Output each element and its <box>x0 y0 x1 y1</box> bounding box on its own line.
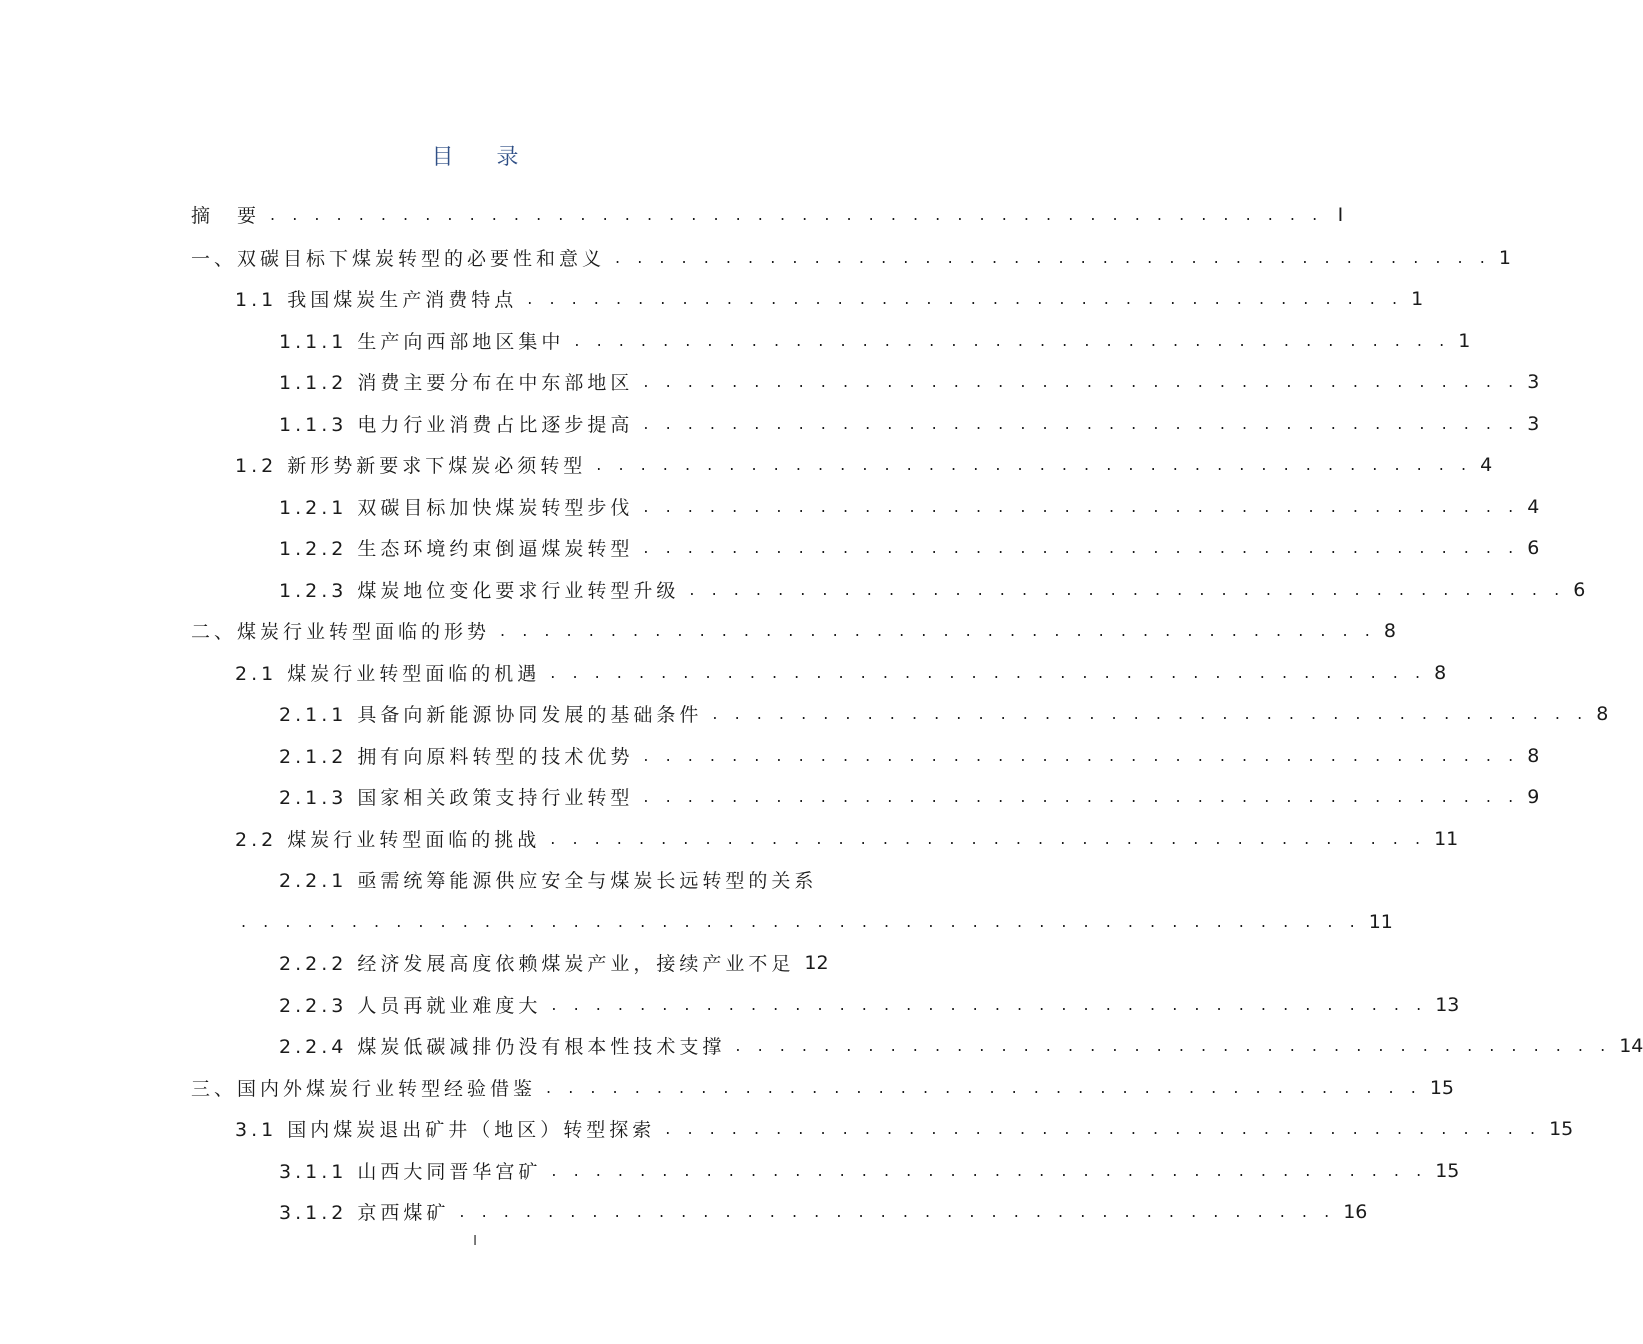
toc-leader-dots: . . . . . . . . . . . . . . . . . . . . . . . . . . . . . . . . . . . . . . . . <box>735 1036 1612 1055</box>
toc-entry-label: 二、煤炭行业转型面临的形势 <box>191 621 491 643</box>
toc-entry-page: 16 <box>1343 1200 1368 1223</box>
toc-leader-dots: . . . . . . . . . . . . . . . . . . . . . . . . . . . . . . . . . . . . . . . . <box>643 414 1520 433</box>
toc-entry[interactable] <box>235 818 1459 859</box>
toc-entry-page: 4 <box>1527 495 1540 518</box>
toc-entry-label: 2.2.2 经济发展高度依赖煤炭产业，接续产业不足 <box>279 953 795 975</box>
toc-leader-dots: . . . . . . . . . . . . . . . . . . . . . . . . . . . . . . . . . . . . . . . . <box>551 1161 1428 1180</box>
toc-entry-page: 13 <box>1435 993 1460 1016</box>
toc-entry[interactable] <box>235 444 1493 485</box>
toc-entry-page: 4 <box>1480 453 1493 476</box>
toc-entry-page: 1 <box>1411 287 1424 310</box>
toc-entry[interactable] <box>235 1108 1574 1149</box>
toc-leader-dots: . . . . . . . . . . . . . . . . . . . . . . . . . . . . . . . . . . . . . . . . <box>665 1119 1542 1138</box>
toc-leader-dots: . . . . . . . . . . . . . . . . . . . . . . . . . . . . . . . . . . . . . . . . <box>712 704 1589 723</box>
toc-entry-label: 一、双碳目标下煤炭转型的必要性和意义 <box>191 248 606 270</box>
toc-entry-page: 6 <box>1573 578 1586 601</box>
toc-leader-dots: . . . . . . . . . . . . . . . . . . . . . . . . . . . . . . . . . . . . . . . . <box>550 663 1427 682</box>
toc-entry[interactable] <box>191 237 1511 278</box>
toc-entry-page: 14 <box>1619 1034 1643 1057</box>
toc-leader-dots: . . . . . . . . . . . . . . . . . . . . . . . . . . . . . . . . . . . . . . . . <box>615 248 1491 267</box>
toc-entry[interactable] <box>279 942 829 983</box>
toc-entry-label: 1.2.1 双碳目标加快煤炭转型步伐 <box>279 497 634 519</box>
toc-entry-page: 15 <box>1549 1117 1574 1140</box>
toc-entry[interactable] <box>279 569 1586 610</box>
toc-entry-label: 1.2.3 煤炭地位变化要求行业转型升级 <box>279 580 680 602</box>
toc-entry-page: 8 <box>1527 744 1540 767</box>
toc-leader-dots: . . . . . . . . . . . . . . . . . . . . . . . . . . . . . . . . . . . . . . . . <box>546 1078 1422 1097</box>
toc-entry-page: 3 <box>1527 412 1540 435</box>
toc-leader-dots: . . . . . . . . . . . . . . . . . . . . . . . . . . . . . . . . . . . . . . . . <box>596 455 1473 474</box>
toc-entry[interactable] <box>279 1025 1643 1066</box>
toc-entry-label: 1.1 我国煤炭生产消费特点 <box>235 289 518 311</box>
toc-entry-page: 15 <box>1429 1076 1454 1099</box>
toc-leader-dots: . . . . . . . . . . . . . . . . . . . . . . . . . . . . . . . . . . . . . . . . <box>527 289 1404 308</box>
toc-entry[interactable] <box>279 320 1471 361</box>
toc-entry[interactable] <box>235 278 1424 319</box>
toc-entry-label: 2.1.2 拥有向原料转型的技术优势 <box>279 746 634 768</box>
toc-entry[interactable] <box>279 403 1540 444</box>
toc-leader-dots: . . . . . . . . . . . . . . . . . . . . . . . . . . . . . . . . . . . . . . . . <box>643 787 1520 806</box>
toc-entry[interactable] <box>279 361 1540 402</box>
toc-entry-label: 1.1.2 消费主要分布在中东部地区 <box>279 372 634 394</box>
toc-entry-label: 2.2.4 煤炭低碳减排仍没有根本性技术支撑 <box>279 1036 726 1058</box>
toc-entry-page: 3 <box>1527 370 1540 393</box>
toc-entry[interactable] <box>191 1067 1454 1108</box>
toc-entry-label: 3.1.2 京西煤矿 <box>279 1202 450 1224</box>
toc-entry-page: 11 <box>1434 827 1459 850</box>
toc-entry[interactable] <box>279 1150 1460 1191</box>
toc-leader-dots: . . . . . . . . . . . . . . . . . . . . . . . . . . . . . . . . . . . . . . . . <box>459 1202 1336 1221</box>
toc-entry-page: 9 <box>1527 785 1540 808</box>
toc-entry-page: 8 <box>1596 702 1609 725</box>
toc-entry[interactable] <box>279 1191 1368 1232</box>
toc-leader-dots: . . . . . . . . . . . . . . . . . . . . . . . . . . . . . . . . . . . . . . . . <box>689 580 1566 599</box>
toc-entry-page: 8 <box>1434 661 1447 684</box>
toc-entry[interactable] <box>235 652 1447 693</box>
toc-leader-dots: . . . . . . . . . . . . . . . . . . . . . . . . . . . . . . . . . . . . . . . . <box>500 621 1376 640</box>
toc-entry-page: 15 <box>1435 1159 1460 1182</box>
toc-entry-page: 1 <box>1458 329 1471 352</box>
toc-entry-label: 2.1 煤炭行业转型面临的机遇 <box>235 663 541 685</box>
toc-entry-page: 6 <box>1527 536 1540 559</box>
toc-leader-dots: . . . . . . . . . . . . . . . . . . . . . . . . . . . . . . . . . . . . . . . . <box>643 538 1520 557</box>
toc-entry-page: I <box>1337 203 1344 226</box>
toc-leader-dots: . . . . . . . . . . . . . . . . . . . . . . . . . . . . . . . . . . . . . . . . <box>574 331 1451 350</box>
toc-entry-label: 2.2 煤炭行业转型面临的挑战 <box>235 829 541 851</box>
toc-entry[interactable] <box>279 984 1460 1025</box>
toc-leader-dots: . . . . . . . . . . . . . . . . . . . . . . . . . . . . . . . . . . . . . . . . . . . . . . . . . . . <box>241 912 1361 931</box>
toc-entry[interactable] <box>279 527 1540 568</box>
toc-entry-label: 1.1.3 电力行业消费占比逐步提高 <box>279 414 634 436</box>
toc-leader-dots: . . . . . . . . . . . . . . . . . . . . . . . . . . . . . . . . . . . . . . . . <box>551 995 1428 1014</box>
toc-entry[interactable] <box>191 194 1344 235</box>
toc-entry[interactable] <box>279 776 1540 817</box>
toc-entry-label: 1.2.2 生态环境约束倒逼煤炭转型 <box>279 538 634 560</box>
toc-leader-dots: . . . . . . . . . . . . . . . . . . . . . . . . . . . . . . . . . . . . . . . . <box>643 497 1520 516</box>
toc-entry-label: 三、国内外煤炭行业转型经验借鉴 <box>191 1078 537 1100</box>
toc-entry[interactable] <box>279 735 1540 776</box>
toc-entry[interactable] <box>279 486 1540 527</box>
toc-leader-dots: . . . . . . . . . . . . . . . . . . . . . . . . . . . . . . . . . . . . . . . . <box>643 372 1520 391</box>
toc-entry-page: 1 <box>1498 246 1511 269</box>
footer-page-number: I <box>473 1234 477 1249</box>
toc-entry-label: 2.1.3 国家相关政策支持行业转型 <box>279 787 634 809</box>
toc-entry-label: 2.2.3 人员再就业难度大 <box>279 995 542 1017</box>
toc-entry-page: 12 <box>804 951 829 974</box>
toc-entry[interactable] <box>279 693 1609 734</box>
toc-entry-label: 1.2 新形势新要求下煤炭必须转型 <box>235 455 587 477</box>
toc-entry[interactable] <box>191 610 1396 651</box>
toc-entry-label: 2.2.1 亟需统筹能源供应安全与煤炭长远转型的关系 <box>279 870 818 892</box>
toc-entry-label: 2.1.1 具备向新能源协同发展的基础条件 <box>279 704 703 726</box>
toc-entry-label: 1.1.1 生产向西部地区集中 <box>279 331 565 353</box>
toc-entry-page: 8 <box>1383 619 1396 642</box>
toc-entry-continuation[interactable] <box>241 901 1393 942</box>
toc-entry-label: 摘 要 <box>191 205 261 227</box>
toc-entry[interactable] <box>279 859 818 900</box>
toc-leader-dots: . . . . . . . . . . . . . . . . . . . . . . . . . . . . . . . . . . . . . . . . <box>643 746 1520 765</box>
toc-entry-page: 11 <box>1368 910 1393 933</box>
toc-entry-label: 3.1 国内煤炭退出矿井（地区）转型探索 <box>235 1119 656 1141</box>
toc-entry-label: 3.1.1 山西大同晋华宫矿 <box>279 1161 542 1183</box>
toc-leader-dots: . . . . . . . . . . . . . . . . . . . . . . . . . . . . . . . . . . . . . . . . . . . . . . . . <box>270 205 1324 224</box>
toc-leader-dots: . . . . . . . . . . . . . . . . . . . . . . . . . . . . . . . . . . . . . . . . <box>550 829 1427 848</box>
toc-title: 目 录 <box>431 145 537 170</box>
